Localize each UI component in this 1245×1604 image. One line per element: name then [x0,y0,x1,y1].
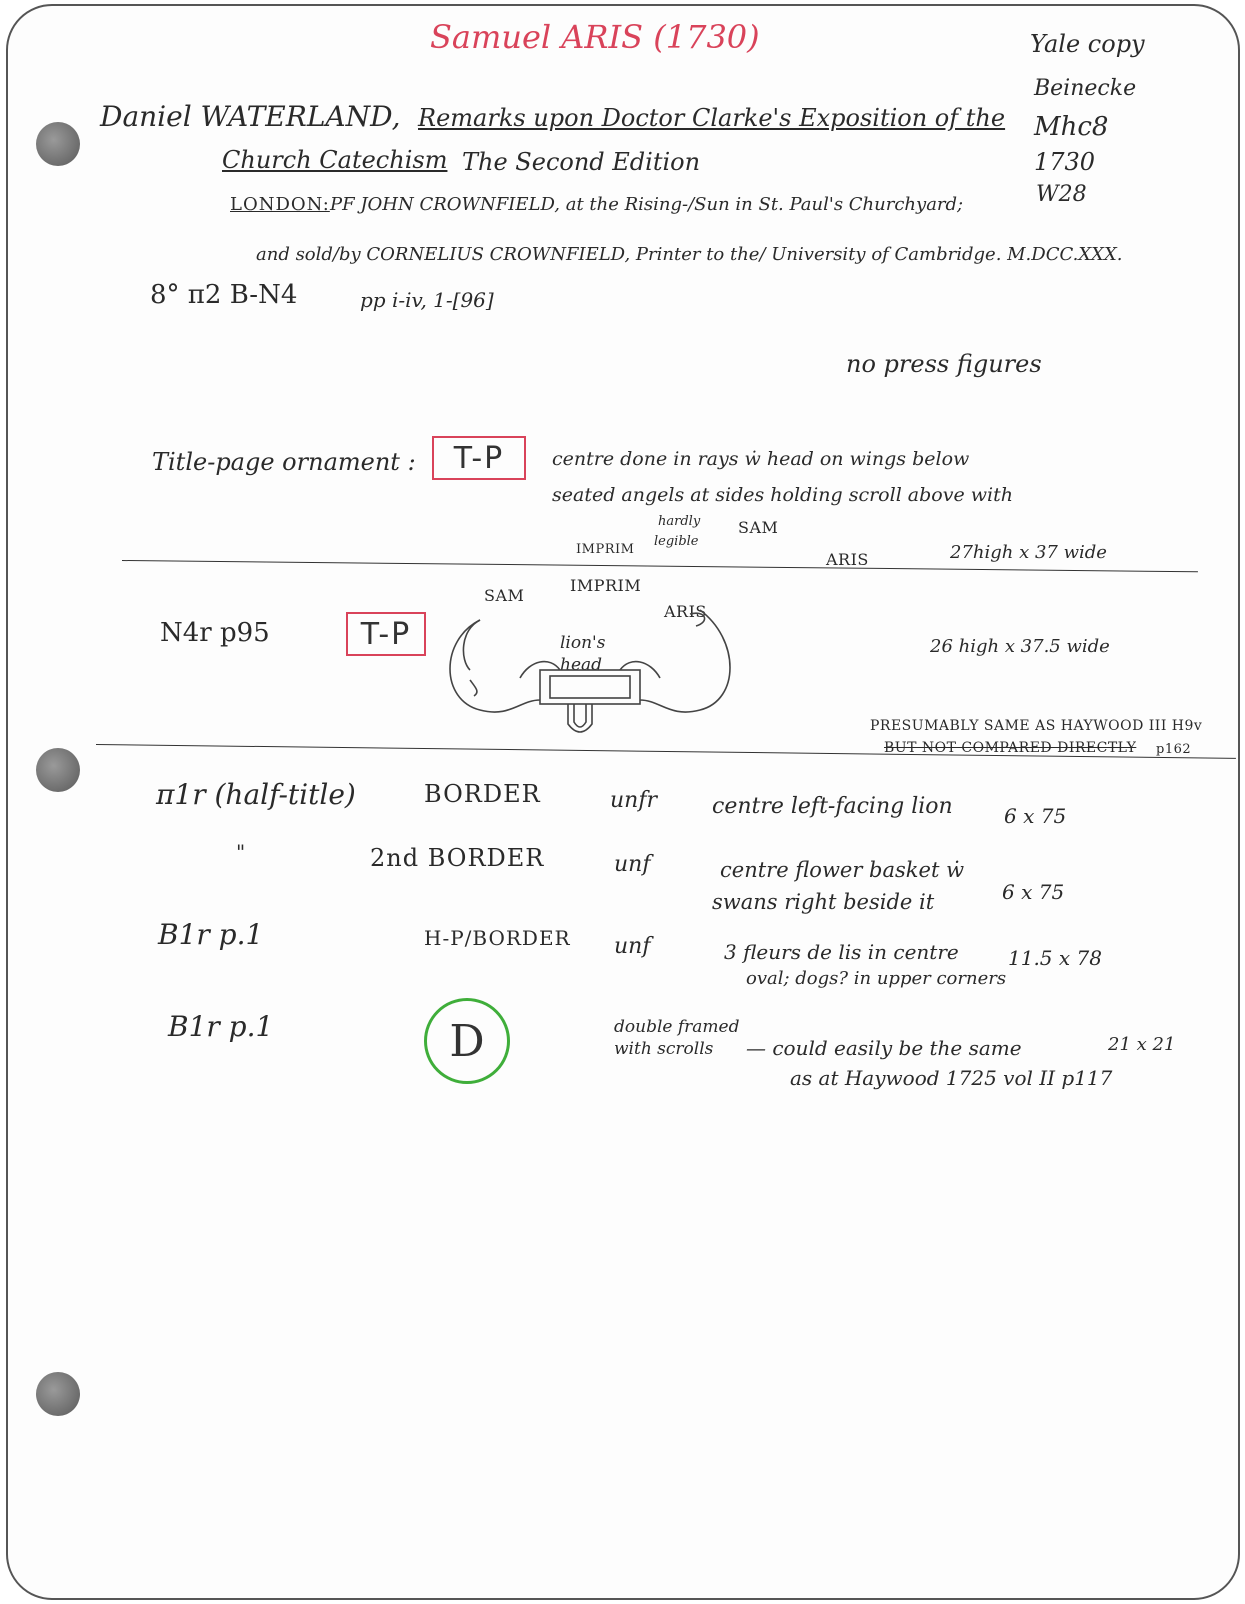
entry-type: BORDER [424,780,541,808]
entry-location: " [236,840,246,864]
tp-desc-line1: centre done in rays ẇ head on wings below [552,448,970,470]
tp-sam: SAM [738,518,779,537]
entry-desc: 3 fleurs de lis in centre [724,940,959,964]
n4r-note1: PRESUMABLY SAME AS HAYWOOD III H9v [870,718,1203,734]
tp-desc-line2: seated angels at sides holding scroll above with [552,484,1013,506]
entry-desc-line2: oval; dogs? in upper corners [746,968,1007,989]
n4r-size: 26 high x 37.5 wide [930,636,1110,657]
entry-desc-line2: swans right beside it [712,890,935,914]
entry-location: B1r p.1 [158,918,264,951]
entry-state: unf [614,852,651,877]
entry-state: unf [614,934,651,959]
tp-aris: ARIS [826,550,869,569]
author: Daniel WATERLAND, [100,100,401,133]
pagination: pp i-iv, 1-[96] [360,288,494,312]
entry-desc-line2: as at Haywood 1725 vol II p117 [790,1066,1113,1090]
imprint-line1: PF JOHN CROWNFIELD, at the Rising-/Sun in St. Paul's Churchyard; [330,194,964,215]
entry-size: 6 x 75 [1002,880,1065,904]
catalog-line: W28 [1036,182,1087,207]
entry-desc: centre left-facing lion [712,794,953,819]
n4r-imprim: IMPRIM [570,576,642,595]
entry-location: π1r (half-title) [156,778,356,811]
entry-size: 11.5 x 78 [1008,946,1102,970]
entry-size: 6 x 75 [1004,804,1067,828]
title-page-ornament-label: Title-page ornament : [152,448,416,476]
n4r-aris: ARIS [664,602,707,621]
imprint-city: LONDON: [230,194,330,215]
entry-type: 2nd BORDER [370,844,545,872]
binder-hole-top [36,122,80,166]
page-title: Samuel ARIS (1730) [430,18,760,56]
tp-imprim: IMPRIM [576,542,635,557]
tp-box: T-P [432,436,526,480]
n4r-page-ref: p162 [1156,742,1192,757]
binder-hole-middle [36,748,80,792]
n4r-note2: BUT NOT COMPARED DIRECTLY [884,740,1137,756]
catalog-line: Yale copy [1030,30,1145,58]
edition: The Second Edition [462,148,701,176]
entry-state: double framed with scrolls [614,1017,740,1059]
press-figures-note: no press figures [846,350,1042,378]
entry-type: H-P/BORDER [424,926,571,950]
title-part2: Church Catechism [222,146,448,174]
tp-hardly: hardly [658,514,701,529]
n4r-sam: SAM [484,586,525,605]
entry-desc: centre flower basket ẇ [720,858,965,882]
n4r-lions-head: lion's head [560,633,606,675]
catalog-line: Beinecke [1034,76,1137,101]
initial-d-circle: D [424,998,510,1084]
tp-size: 27high x 37 wide [950,542,1107,563]
binder-hole-bottom [36,1372,80,1416]
entry-size: 21 x 21 [1108,1034,1176,1055]
entry-location: B1r p.1 [168,1010,274,1043]
entry-desc: — could easily be the same [746,1036,1022,1060]
catalog-line: Mhc8 [1034,112,1109,142]
n4r-box: T-P [346,612,426,656]
collation: 8° π2 B-N4 [150,280,298,310]
tp-legible: legible [654,534,699,549]
title-part1: Remarks upon Doctor Clarke's Exposition of the [418,104,1006,132]
entry-state: unfr [610,788,657,813]
imprint-line2: and sold/by CORNELIUS CROWNFIELD, Printer to the/ University of Cambridge. M.DCC.XXX. [256,244,1123,265]
ornament-sketch [440,600,750,750]
n4r-label: N4r p95 [160,618,270,648]
catalog-line: 1730 [1034,148,1096,176]
